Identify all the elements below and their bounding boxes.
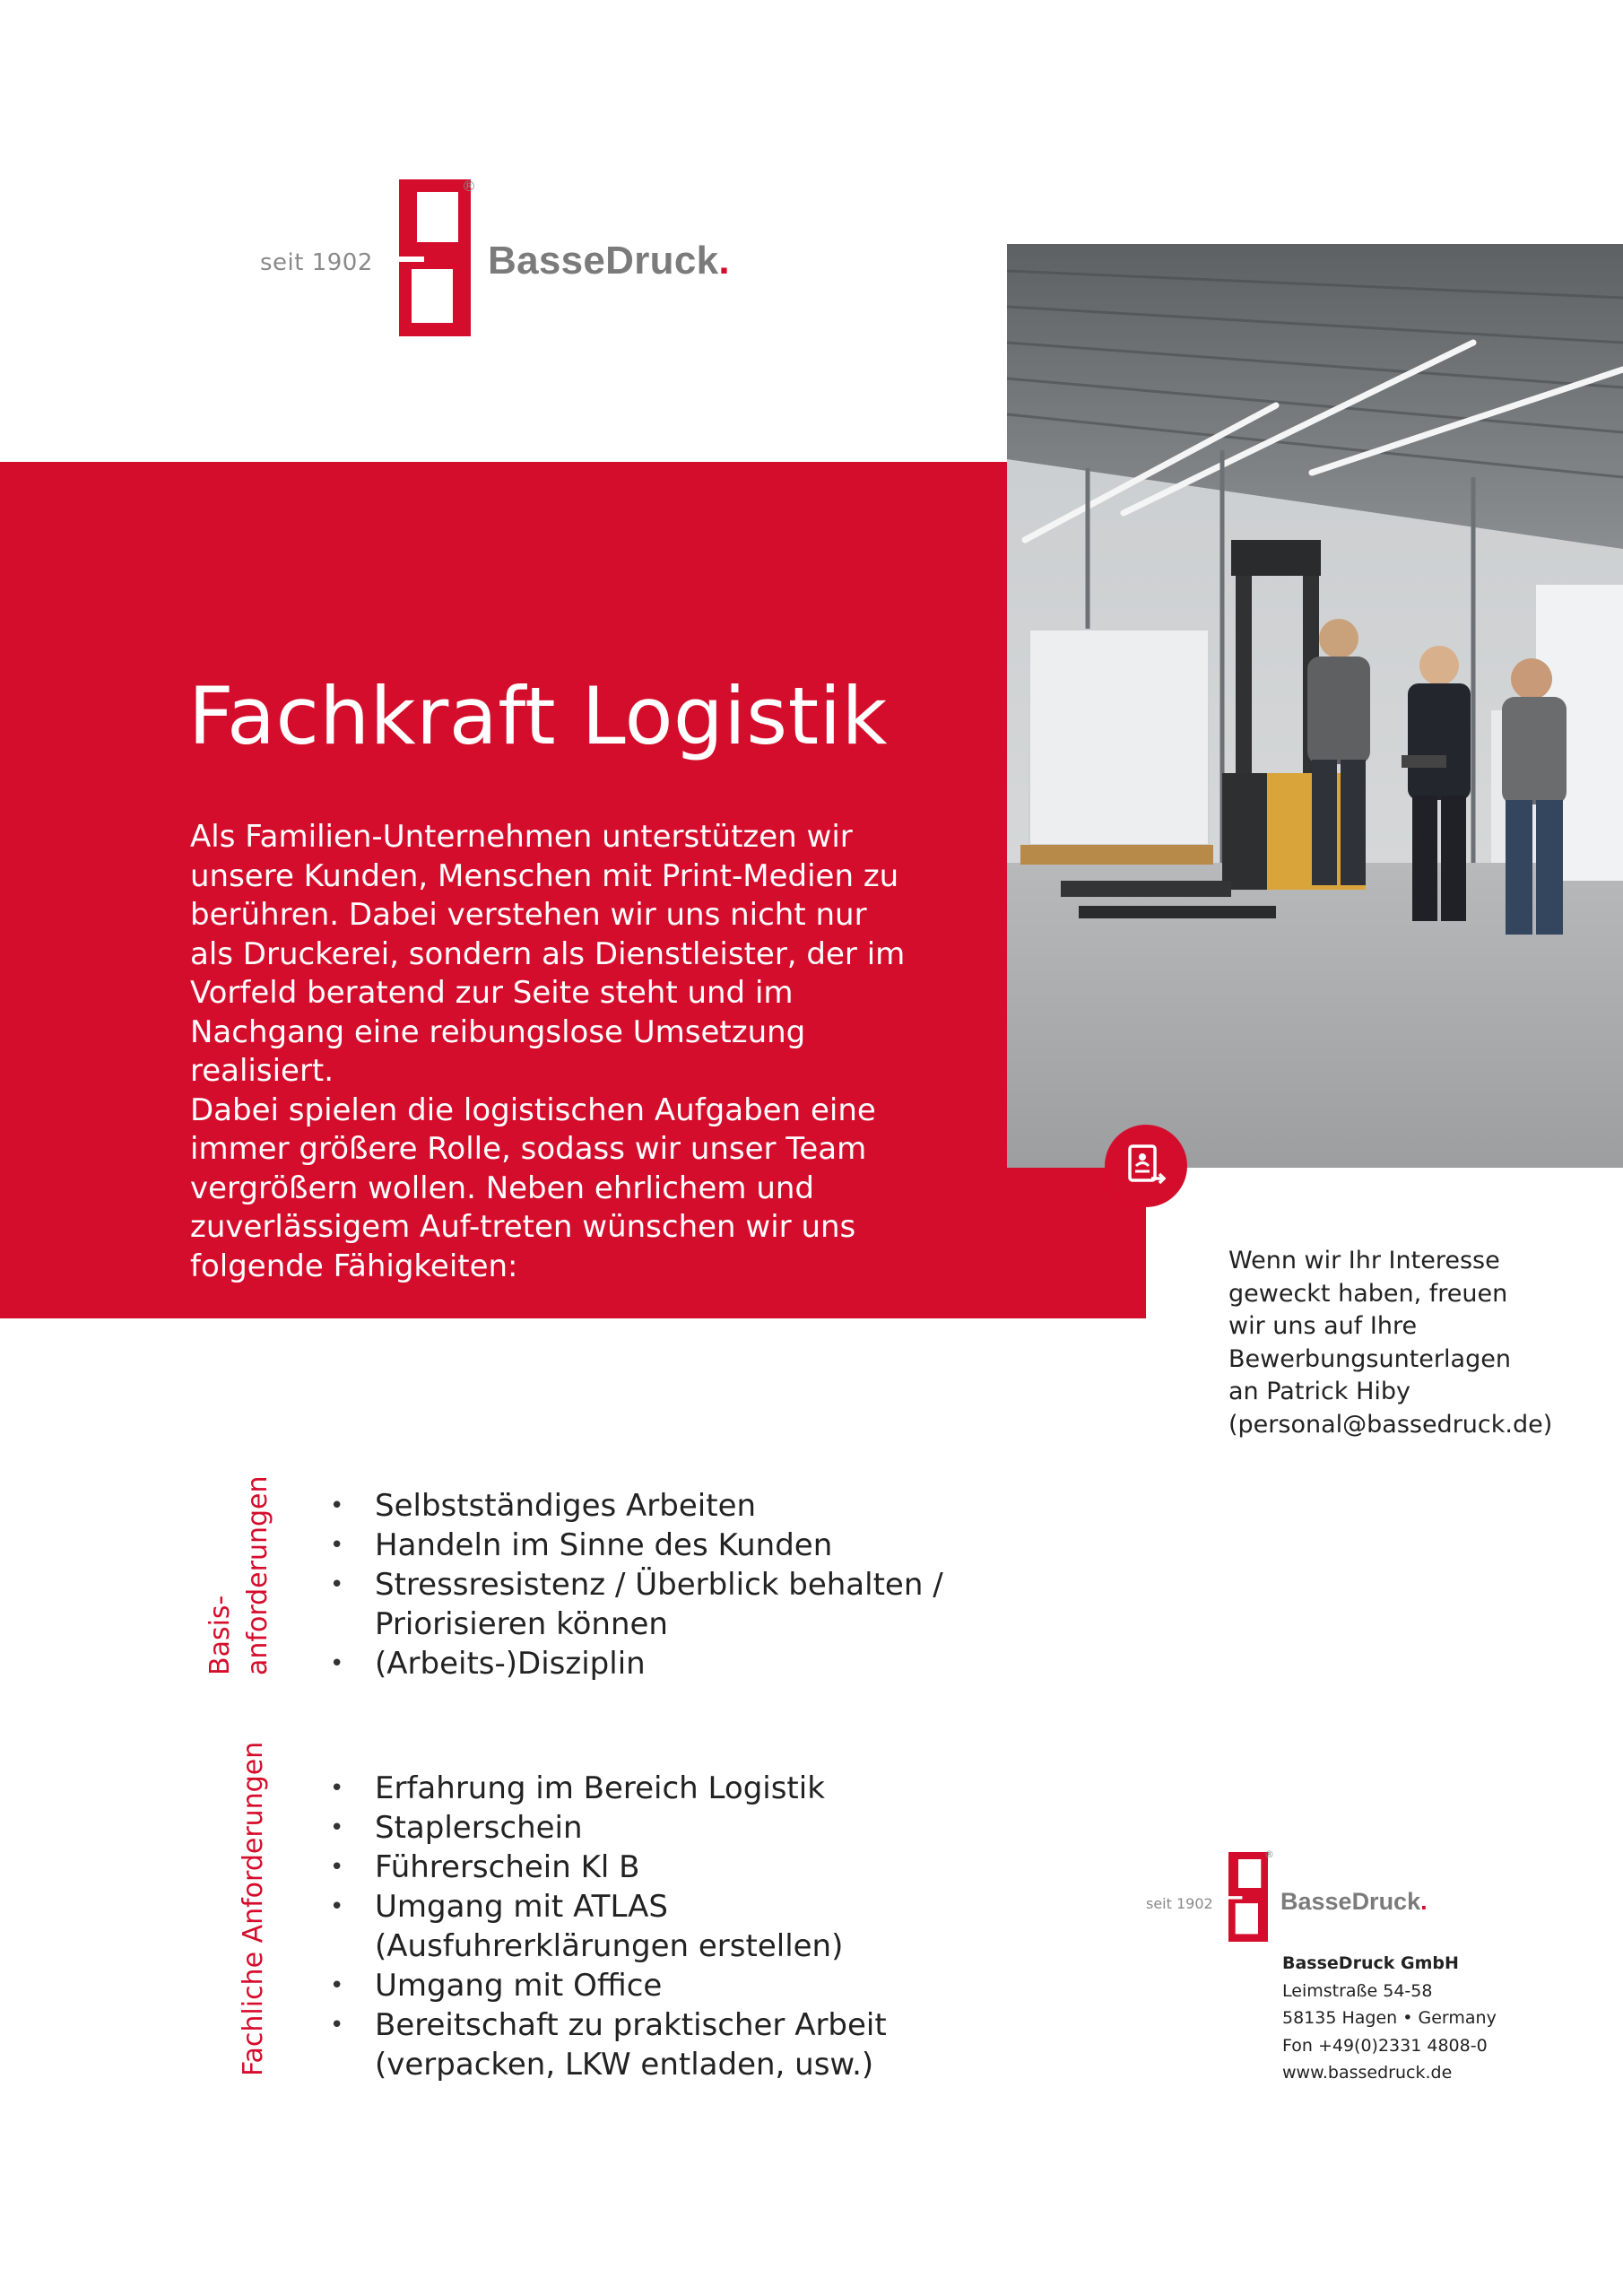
application-badge[interactable] bbox=[1105, 1125, 1187, 1207]
contact-line: Wenn wir Ihr Interesse bbox=[1228, 1247, 1500, 1274]
technical-requirements-list bbox=[330, 1769, 958, 2084]
contact-email[interactable]: (personal@bassedruck.de) bbox=[1228, 1410, 1553, 1439]
address-city: 58135 Hagen • Germany bbox=[1282, 2008, 1497, 2028]
logo-since: seit 1902 bbox=[1146, 1895, 1213, 1912]
intro-paragraph: Dabei spielen die logistischen Aufgaben eine immer größere Rolle, sodass wir unser Team vergrößern wollen. Neben ehrlichem und zuverlässigem Auf-treten wünschen wir uns folgende Fähigkeiten: bbox=[190, 1091, 876, 1284]
warehouse-photo bbox=[1007, 244, 1623, 1168]
application-contact-text bbox=[1228, 1245, 1587, 1441]
logo-since: seit 1902 bbox=[260, 249, 373, 276]
registered-mark: ® bbox=[462, 178, 476, 195]
intro-paragraph: Als Familien-Unternehmen unterstützen wir unsere Kunden, Menschen mit Print-Medien zu berühren. Dabei verstehen wir uns nicht nur als Druckerei, sondern als Dienstleister, der im Vorfeld beratend zur Seite steht und im Nachgang eine reibungslose Umsetzung realisiert. bbox=[190, 819, 906, 1089]
technical-requirements-label: Fachliche Anforderungen bbox=[238, 1741, 269, 2076]
warehouse-photo-image bbox=[1007, 244, 1623, 1168]
logo-mark-icon bbox=[1228, 1852, 1268, 1942]
list-item: • Erfahrung im Bereich Logistik bbox=[330, 1769, 958, 1808]
registered-mark: ® bbox=[1264, 1848, 1274, 1860]
footer-logo bbox=[1146, 1848, 1487, 1952]
list-item: • (Arbeits-)Disziplin bbox=[330, 1644, 958, 1683]
list-item: • Umgang mit ATLAS (Ausfuhrerklärungen erstellen) bbox=[330, 1887, 958, 1966]
job-title: Fachkraft Logistik bbox=[188, 670, 888, 762]
list-item: • Handeln im Sinne des Kunden bbox=[330, 1526, 958, 1565]
logo-wordmark: BasseDruck. bbox=[488, 239, 730, 283]
header-logo bbox=[260, 179, 816, 336]
contact-line: wir uns auf Ihre bbox=[1228, 1312, 1418, 1340]
contact-line: an Patrick Hiby bbox=[1228, 1378, 1411, 1405]
address-street: Leimstraße 54-58 bbox=[1282, 1980, 1433, 2001]
list-item: • Führerschein Kl B bbox=[330, 1848, 958, 1887]
logo-mark-icon bbox=[399, 179, 471, 336]
company-name: BasseDruck GmbH bbox=[1282, 1953, 1459, 1973]
basis-label-line1: Basis- bbox=[204, 1595, 236, 1675]
application-document-icon bbox=[1123, 1143, 1169, 1189]
list-item: • Umgang mit Office bbox=[330, 1966, 958, 2005]
website-link[interactable]: www.bassedruck.de bbox=[1282, 2063, 1453, 2083]
basis-requirements-list bbox=[330, 1486, 958, 1683]
list-item: • Bereitschaft zu praktischer Arbeit (verpacken, LKW entladen, usw.) bbox=[330, 2005, 958, 2084]
contact-line: Bewerbungsunterlagen bbox=[1228, 1344, 1511, 1373]
list-item: • Selbstständiges Arbeiten bbox=[330, 1486, 958, 1526]
list-item: • Stressresistenz / Überblick behalten / Priorisieren können bbox=[330, 1565, 958, 1644]
logo-wordmark: BasseDruck. bbox=[1280, 1888, 1428, 1915]
list-item: • Staplerschein bbox=[330, 1808, 958, 1848]
phone-number: Fon +49(0)2331 4808-0 bbox=[1282, 2035, 1488, 2056]
intro-text bbox=[190, 818, 907, 1286]
basis-requirements-label bbox=[202, 1476, 277, 1676]
company-address bbox=[1282, 1950, 1497, 2087]
contact-line: geweckt haben, freuen bbox=[1228, 1279, 1508, 1308]
basis-label-line2: anforderungen bbox=[242, 1475, 273, 1675]
